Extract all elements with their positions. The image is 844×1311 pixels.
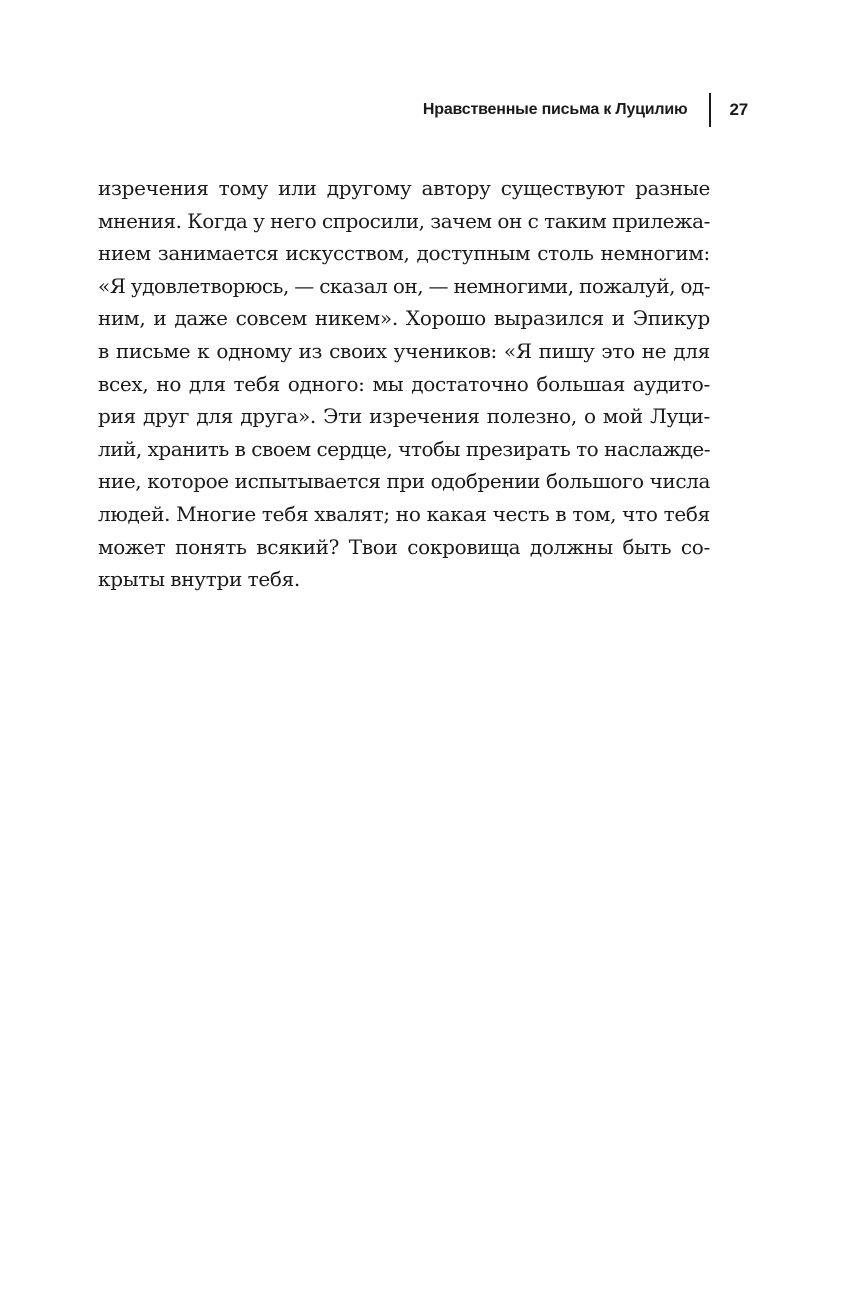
- text-line: рия друг для друга». Эти изречения полезно, о мой Луци-: [98, 404, 710, 429]
- text-line: лий, хранить в своем сердце, чтобы презирать то наслажде-: [98, 436, 710, 461]
- text-line: «Я удовлетворюсь, — сказал он, — немногими, пожалуй, од-: [98, 273, 710, 298]
- body-paragraph: [98, 172, 710, 596]
- running-head: [423, 92, 748, 128]
- running-title: Нравственные письма к Луцилию: [422, 101, 688, 118]
- text-line: всех, но для тебя одного: мы достаточно большая аудито-: [98, 371, 710, 396]
- text-line: изречения тому или другому автору существуют разные: [98, 176, 710, 200]
- text-line: ние, которое испытывается при одобрении большого числа: [98, 469, 710, 494]
- text-line: крыты внутри тебя.: [98, 567, 300, 592]
- header-divider: [709, 93, 711, 127]
- text-line: может понять всякий? Твои сокровища должны быть со-: [98, 534, 710, 559]
- text-line: нием занимается искусством, доступным столь немногим:: [98, 241, 710, 266]
- text-line: мнения. Когда у него спросили, зачем он с таким прилежа-: [98, 208, 710, 233]
- text-line: ним, и даже совсем никем». Хорошо выразился и Эпикур: [98, 306, 710, 331]
- text-line: в письме к одному из своих учеников: «Я пишу это не для: [98, 338, 710, 363]
- text-line: людей. Многие тебя хвалят; но какая честь в том, что тебя: [98, 501, 710, 526]
- page-number: 27: [729, 100, 748, 119]
